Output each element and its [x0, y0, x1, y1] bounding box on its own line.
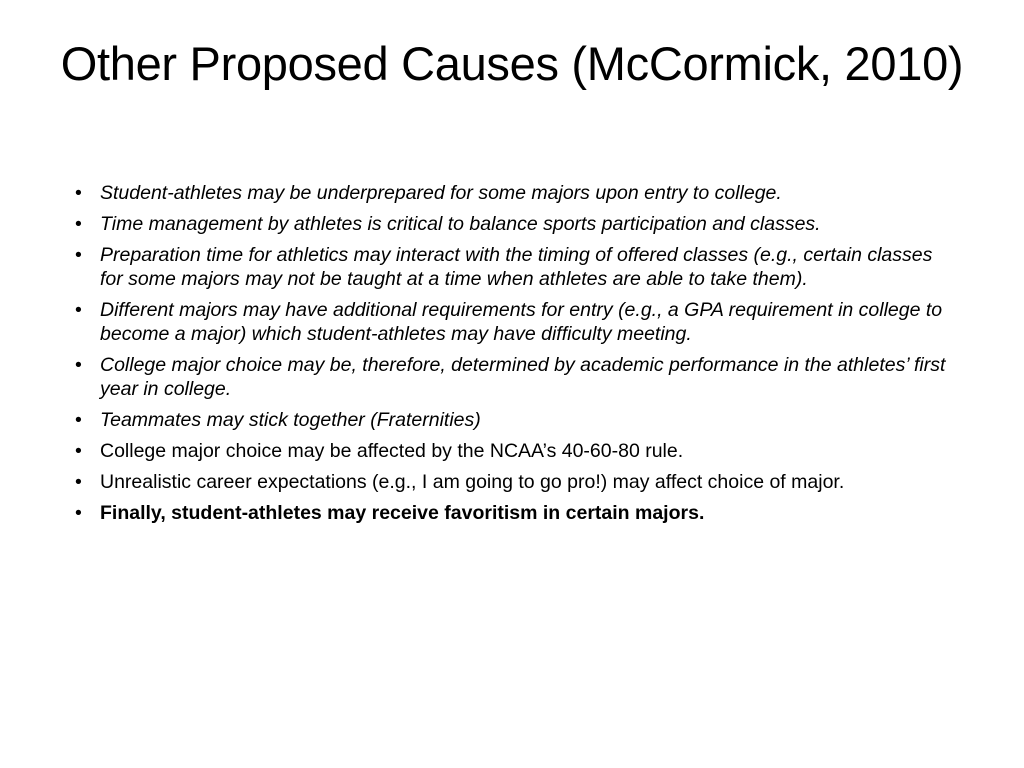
bullet-item [75, 353, 960, 401]
bullet-marker-icon: • [75, 502, 82, 524]
bullet-text: College major choice may be affected by the NCAA’s 40-60-80 rule. [100, 440, 684, 462]
bullet-marker-icon: • [75, 182, 82, 204]
bullet-marker-icon: • [75, 244, 82, 266]
bullet-item [75, 298, 960, 346]
bullet-text: Preparation time for athletics may interact with the timing of offered classes (e.g., certain classes for some majors may not be taught at a time when athletes are able to take them). [100, 244, 933, 290]
bullet-marker-icon: • [75, 471, 82, 493]
bullet-list [75, 181, 960, 532]
bullet-item [75, 181, 960, 205]
bullet-text: Time management by athletes is critical to balance sports participation and classes. [100, 213, 821, 235]
bullet-text: Finally, student-athletes may receive favoritism in certain majors. [100, 502, 705, 524]
bullet-marker-icon: • [75, 299, 82, 321]
bullet-marker-icon: • [75, 409, 82, 431]
bullet-item [75, 439, 960, 463]
bullet-text: Teammates may stick together (Fraternities) [100, 409, 481, 431]
bullet-text: College major choice may be, therefore, determined by academic performance in the athletes’ first year in college. [100, 354, 946, 400]
bullet-text: Unrealistic career expectations (e.g., I am going to go pro!) may affect choice of major. [100, 471, 845, 493]
bullet-item [75, 470, 960, 494]
bullet-item [75, 212, 960, 236]
bullet-item [75, 408, 960, 432]
bullet-marker-icon: • [75, 213, 82, 235]
bullet-marker-icon: • [75, 354, 82, 376]
bullet-item [75, 243, 960, 291]
bullet-text: Student-athletes may be underprepared for some majors upon entry to college. [100, 182, 782, 204]
bullet-marker-icon: • [75, 440, 82, 462]
slide-title: Other Proposed Causes (McCormick, 2010) [60, 37, 964, 90]
bullet-item [75, 501, 960, 525]
bullet-text: Different majors may have additional requirements for entry (e.g., a GPA requirement in college to become a major) which student-athletes may have difficulty meeting. [100, 299, 943, 345]
